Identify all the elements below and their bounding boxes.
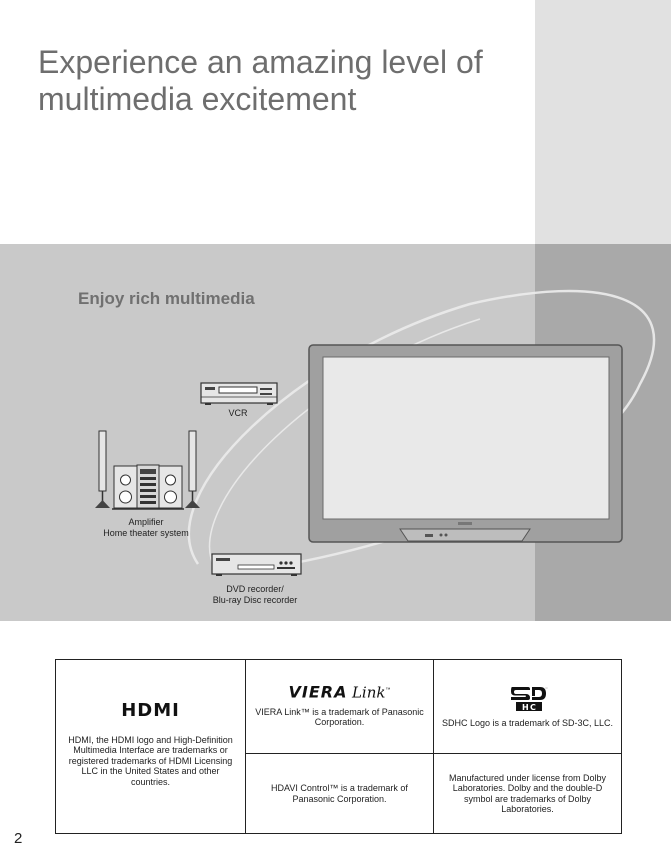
amplifier-caption-line1: Amplifier xyxy=(128,517,164,527)
dolby-cell xyxy=(434,754,622,834)
hdmi-logo: HDMI xyxy=(121,700,180,721)
hdmi-text: HDMI, the HDMI logo and High-Definition Multimedia Interface are trademarks or registered trademarks of HDMI Licensing LLC in the United States and other countries. xyxy=(68,734,233,787)
page-number: 2 xyxy=(14,830,23,847)
hdmi-cell xyxy=(56,660,246,834)
dvd-caption-line2: Blu-ray Disc recorder xyxy=(212,595,298,605)
sdhc-cell xyxy=(434,660,622,754)
vcr-icon xyxy=(201,383,277,405)
dvd-caption xyxy=(198,584,312,606)
svg-text:C: C xyxy=(529,703,536,713)
amplifier-caption-line2: Home theater system xyxy=(103,528,189,538)
section-subhead: Enjoy rich multimedia xyxy=(78,289,255,308)
svg-text:H: H xyxy=(521,703,529,713)
sdhc-logo-icon xyxy=(508,684,548,712)
amplifier-caption xyxy=(90,517,202,539)
multimedia-illustration xyxy=(0,244,671,621)
side-panel-top xyxy=(535,0,671,244)
svg-text:™: ™ xyxy=(544,687,548,692)
dvd-caption-line1: DVD recorder/ xyxy=(226,584,284,594)
tv-icon xyxy=(309,345,622,542)
hdavi-text: HDAVI Control™ is a trademark of Panasonic Corporation. xyxy=(271,783,408,804)
dolby-text: Manufactured under license from Dolby Laboratories. Dolby and the double-D symbol are trademarks of Dolby Laboratories. xyxy=(448,772,607,814)
trademark-table xyxy=(55,659,622,834)
vcr-caption: VCR xyxy=(228,408,248,418)
page-headline: Experience an amazing level of multimedia excitement xyxy=(38,44,483,117)
dvd-recorder-icon xyxy=(212,554,301,576)
viera-link-cell xyxy=(246,660,434,754)
hdavi-cell xyxy=(246,754,434,834)
sdhc-text: SDHC Logo is a trademark of SD-3C, LLC. xyxy=(441,718,614,729)
home-theater-icon xyxy=(95,431,200,509)
viera-link-text: VIERA Link™ is a trademark of Panasonic Corporation. xyxy=(255,706,424,728)
viera-link-logo: VIERA Link™ xyxy=(288,682,391,702)
